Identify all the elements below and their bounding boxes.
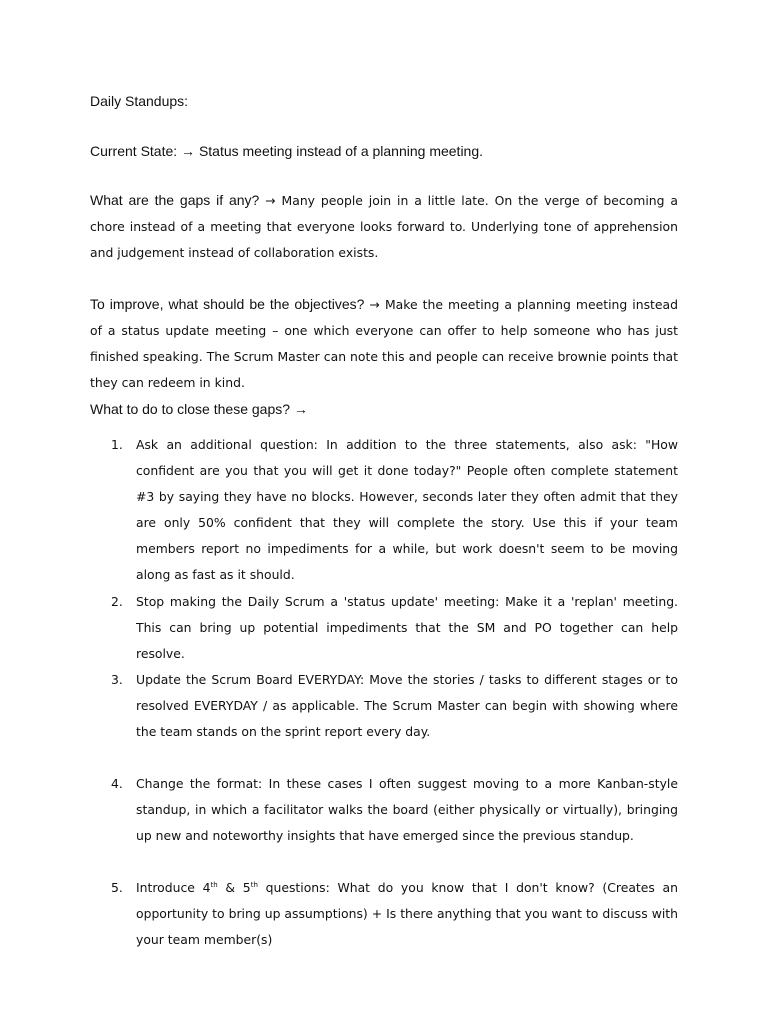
list-item-number: 4. (111, 776, 123, 791)
arrow-icon: → (369, 297, 380, 312)
list-item-number: 3. (111, 672, 123, 687)
ordinal-suffix: th (250, 880, 258, 889)
current-state-line (90, 143, 483, 159)
ordinal-suffix: th (210, 880, 218, 889)
list-item-number: 2. (111, 594, 123, 609)
arrow-icon: → (293, 401, 308, 417)
objectives-paragraph (90, 291, 678, 396)
objectives-answer: Make the meeting a planning meeting instead of a status update meeting – one which everyone can offer to help someone who has just finished speaking. The Scrum Master can note this and people can receive brownie points that they can redeem in kind. (90, 297, 678, 390)
gaps-answer: Many people join in a little late. On the verge of becoming a chore instead of a meeting that everyone looks forward to. Underlying tone of apprehension and judgement instead of collaboration exists. (90, 193, 678, 260)
current-state-label: Current State: (90, 143, 178, 159)
document-title: Daily Standups: (90, 93, 189, 109)
objectives-question: To improve, what should be the objectives? (90, 296, 365, 312)
list-item-mid: & 5 (217, 880, 251, 895)
current-state-text: Status meeting instead of a planning meeting. (198, 143, 484, 159)
list-item-number: 5. (111, 880, 123, 895)
gaps-question: What are the gaps if any? (90, 192, 260, 208)
list-item-prefix: Introduce 4 (136, 880, 211, 895)
list-item-text: Change the format: In these cases I often suggest moving to a more Kanban-style standup, in which a facilitator walks the board (either physically or virtually), bringing up new and noteworthy insights that have emerged since the previous standup. (136, 776, 678, 843)
arrow-icon: → (181, 143, 196, 159)
arrow-icon: → (265, 193, 276, 208)
gaps-paragraph (90, 187, 678, 266)
list-item-rest: questions: What do you know that I don't know? (Creates an opportunity to bring up assumptions) + Is there anything that you want to discuss with your team member(s) (136, 880, 679, 947)
list-item-number: 1. (111, 437, 123, 452)
close-gaps-heading (90, 401, 308, 417)
list-item-text: Ask an additional question: In addition to the three statements, also ask: "How confident are you that you will get it done today?" People often complete statement #3 by saying they have no blocks. However, seconds later they often admit that they are only 50% confident that they will complete the story. Use this if your team members report no impediments for a while, but work doesn't seem to be moving along as fast as it should. (136, 437, 678, 582)
list-item-text: Stop making the Daily Scrum a 'status update' meeting: Make it a 'replan' meeting. This can bring up potential impediments that the SM and PO together can help resolve. (136, 594, 678, 661)
close-gaps-text: What to do to close these gaps? (90, 401, 291, 417)
list-item-text (136, 875, 678, 953)
list-item-text: Update the Scrum Board EVERYDAY: Move the stories / tasks to different stages or to resolved EVERYDAY / as applicable. The Scrum Master can begin with showing where the team stands on the sprint report every day. (136, 672, 678, 739)
